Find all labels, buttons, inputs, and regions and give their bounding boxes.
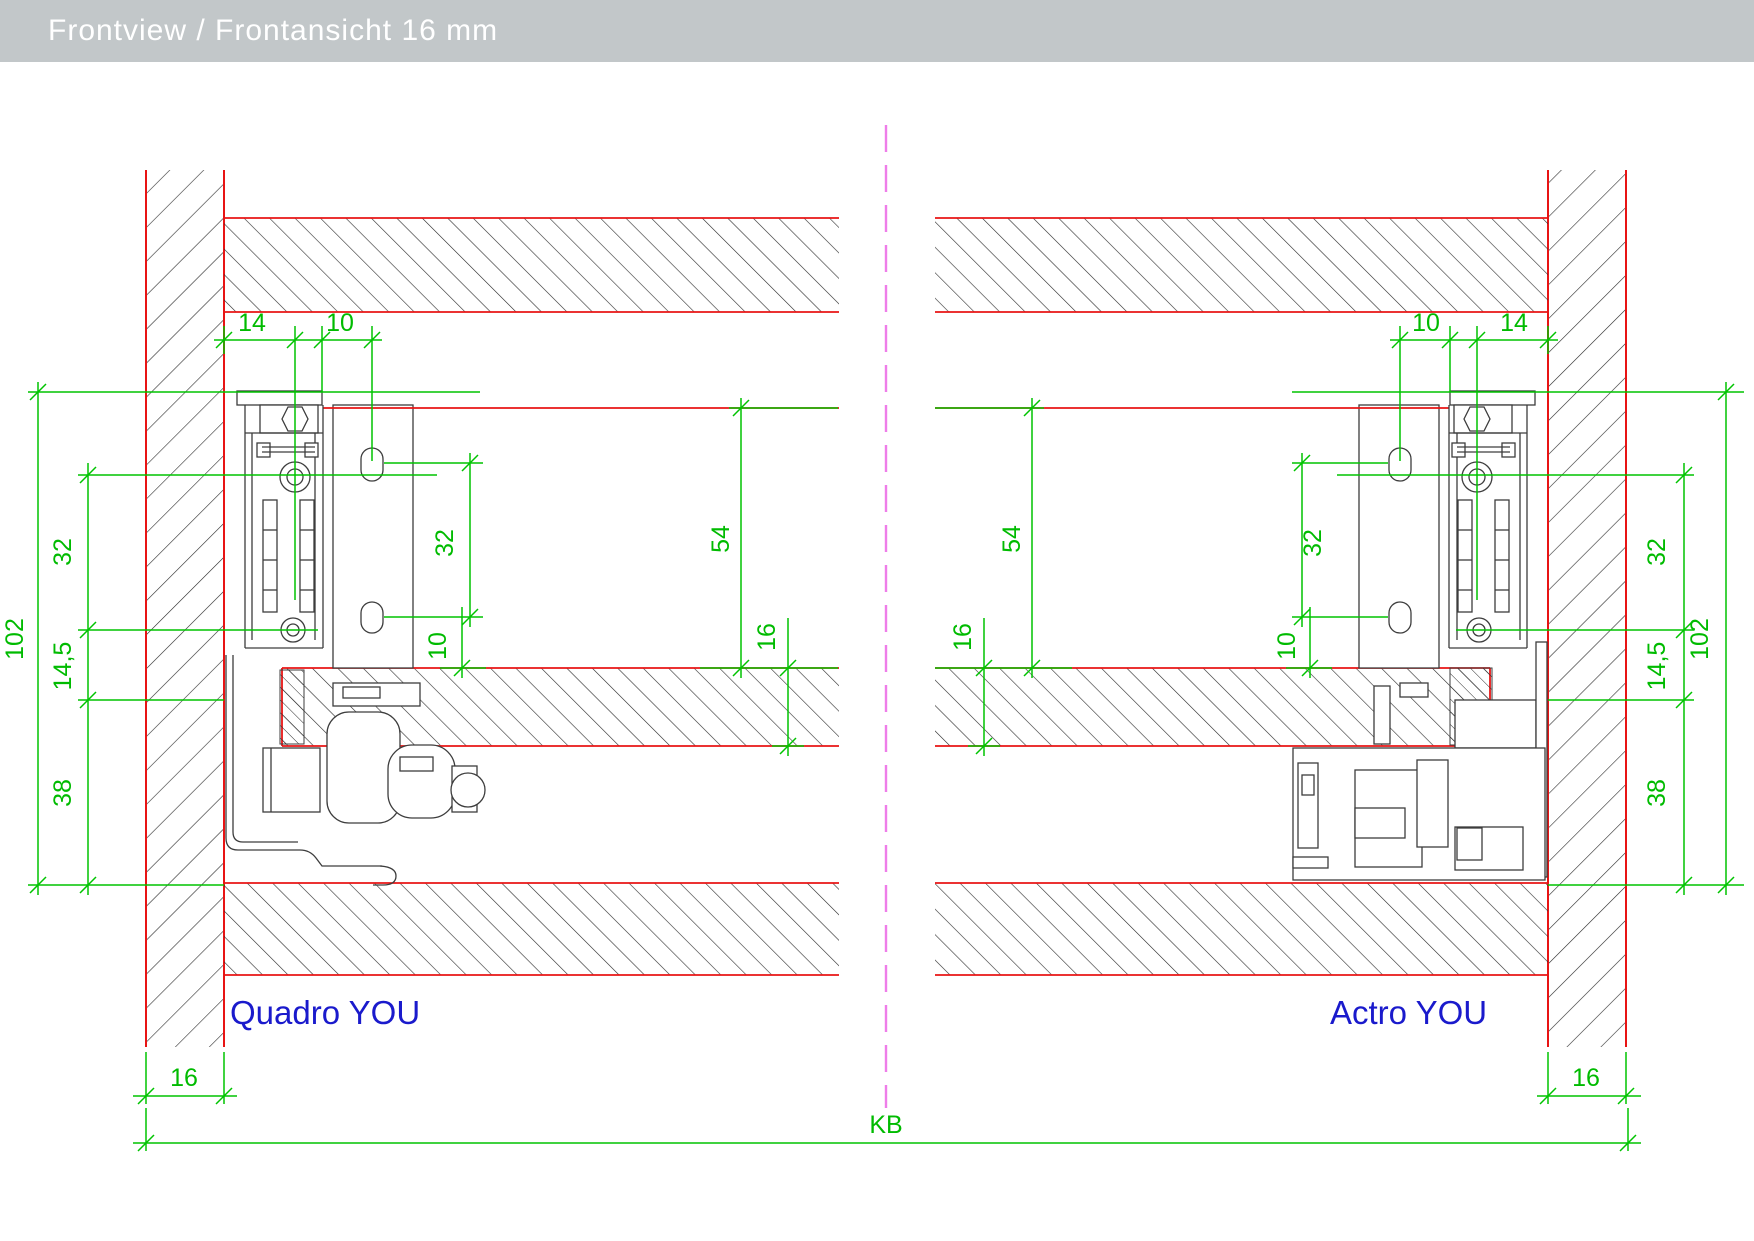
right-cabinet-section <box>935 170 1626 1047</box>
dim-label: 102 <box>1 618 29 660</box>
product-label-actro: Actro YOU <box>1330 994 1488 1031</box>
left-cabinet-section <box>146 170 839 1047</box>
dim-label: 32 <box>1643 538 1671 566</box>
dim-label: 10 <box>1412 309 1440 337</box>
left-bottom-shelf <box>224 883 839 975</box>
dim-label: 16 <box>170 1064 198 1092</box>
dim-label: 14,5 <box>49 641 77 691</box>
quadro-runner-assembly <box>237 391 839 668</box>
dim-label: 54 <box>707 525 735 553</box>
left-top-shelf <box>224 218 839 312</box>
dim-label: 14 <box>238 309 266 337</box>
dim-label: 32 <box>1299 529 1327 557</box>
right-middle-shelf <box>935 668 1490 746</box>
dim-label: 54 <box>998 525 1026 553</box>
dim-label: 38 <box>49 779 77 807</box>
kb-dimension <box>133 1108 1641 1151</box>
right-rail-top-cap <box>1450 391 1535 405</box>
page-title: Frontview / Frontansicht 16 mm <box>48 14 499 47</box>
dim-label: 16 <box>753 623 781 651</box>
dim-label: 16 <box>949 623 977 651</box>
dim-label: 14 <box>1500 309 1528 337</box>
right-top-shelf <box>935 218 1548 312</box>
kb-label: KB <box>869 1111 903 1139</box>
dim-label: 16 <box>1572 1064 1600 1092</box>
left-lower-slot-hole <box>361 602 383 633</box>
right-bottom-shelf <box>935 883 1548 975</box>
dim-label: 38 <box>1643 779 1671 807</box>
product-label-quadro: Quadro YOU <box>230 994 421 1031</box>
dim-label: 10 <box>1273 632 1301 660</box>
dim-label: 32 <box>431 529 459 557</box>
dim-label: 102 <box>1686 618 1714 660</box>
left-rail-top-cap <box>237 391 322 405</box>
dim-label: 14,5 <box>1643 641 1671 691</box>
left-side-wall <box>146 170 224 1047</box>
dim-label: 32 <box>49 538 77 566</box>
right-side-wall <box>1548 170 1626 1047</box>
left-roller <box>451 773 485 807</box>
dim-label: 10 <box>326 309 354 337</box>
dim-label: 10 <box>424 632 452 660</box>
right-lower-slot-hole <box>1389 602 1411 633</box>
left-drawer-side-section <box>280 670 304 744</box>
